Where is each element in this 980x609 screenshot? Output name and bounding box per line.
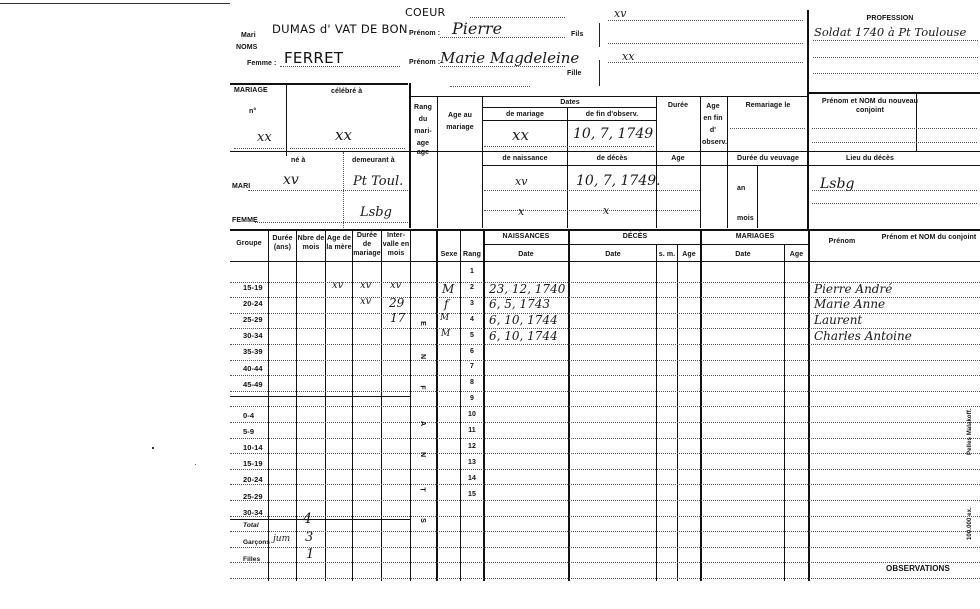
fille-label: Fille	[567, 70, 582, 77]
garcons-note: jum	[273, 534, 291, 544]
profession-line-1	[813, 40, 978, 41]
remariage-label: Remariage le	[745, 102, 791, 109]
prenom-child-2: Marie Anne	[814, 297, 886, 311]
duree-mariage-value-1: xv	[360, 280, 372, 291]
speck-2	[195, 464, 196, 465]
rank-number: 4	[470, 316, 474, 323]
h-deces-age: Age	[682, 251, 696, 258]
table-row	[230, 422, 980, 423]
sex-4: M	[441, 329, 451, 339]
group-label: 20-24	[243, 475, 263, 484]
sex-1: M	[442, 282, 455, 296]
printer-text: Pelles Malakoff.	[967, 408, 973, 455]
h-sexe: Sexe	[440, 251, 458, 258]
enfants-letter: N	[419, 353, 427, 360]
birth-date-4: 6, 10, 1744	[489, 329, 558, 343]
table-row	[230, 469, 980, 470]
group-separator	[230, 396, 410, 397]
children-top-rule	[230, 229, 980, 231]
fils-dotline-2	[608, 43, 803, 44]
total-label: Filles	[243, 556, 261, 563]
mois-label: mois	[737, 215, 754, 222]
fille-value: xx	[622, 50, 635, 63]
profession-line-2	[813, 57, 978, 58]
celebre-value: xx	[335, 126, 352, 144]
de-deces-label: de décès	[596, 155, 628, 162]
rank-number: 5	[470, 332, 474, 339]
coeur-label: COEUR	[405, 6, 446, 19]
rank-number: 8	[470, 379, 474, 386]
enfants-letter: T	[418, 487, 426, 492]
group-label: 35-39	[243, 347, 263, 356]
mari-lieu-deces-value: Lsbg	[820, 176, 855, 192]
children-header-bottom	[230, 261, 980, 262]
group-label: 30-34	[243, 331, 263, 340]
table-row	[230, 375, 980, 376]
age-mariage-label: Age au mariage	[446, 112, 474, 131]
h-prenom-conjoint: Prénom et NOM du conjoint	[881, 234, 977, 241]
table-row	[230, 547, 980, 548]
group-label: 5-9	[243, 427, 255, 436]
mariage-inner-divider	[286, 83, 287, 156]
scan-edge-line	[0, 3, 230, 4]
femme-name: FERRET	[284, 49, 344, 67]
intervalle-value-1: xv	[390, 280, 402, 291]
duree-veuvage-label: Durée du veuvage	[737, 155, 799, 162]
rank-number: 10	[468, 411, 476, 418]
h-age-mere: Age de la mère	[326, 235, 352, 251]
an-label: an	[737, 185, 746, 192]
h-sm: s. m.	[658, 251, 676, 258]
enfants-letter: S	[418, 518, 426, 523]
prenom-mari-label: Prénom :	[409, 30, 441, 37]
group-label: 45-49	[243, 380, 263, 389]
fils-label: Fils	[571, 31, 584, 38]
date-mariage-value: xx	[512, 126, 529, 144]
intervalle-value-3: 17	[390, 311, 406, 325]
h-intervalle: Inter-valle en mois	[382, 232, 410, 257]
group-label: 15-19	[243, 459, 263, 468]
table-row	[230, 500, 980, 501]
enfants-letter: A	[419, 420, 427, 427]
table-row	[230, 484, 980, 485]
rank-number: 12	[468, 443, 476, 450]
fille-dotline-1	[608, 62, 803, 63]
birth-date-1: 23, 12, 1740	[489, 282, 566, 296]
prenom-femme-dotline	[440, 66, 565, 67]
group-label: 0-4	[243, 411, 255, 420]
table-row	[230, 578, 980, 579]
rank-number: 1	[470, 268, 474, 275]
femme-naissance-value: x	[518, 205, 525, 218]
rank-number: 11	[468, 427, 476, 434]
duree-mariage-value-2: xv	[360, 296, 372, 307]
lieu-deces-dot-1	[812, 190, 977, 191]
rank-number: 9	[470, 395, 474, 402]
femme-dotline	[280, 66, 400, 67]
ne-a-label: né à	[291, 157, 306, 164]
fils-value: xv	[614, 7, 627, 20]
prenom-child-1: Pierre André	[814, 282, 893, 296]
dates-underline	[483, 107, 656, 108]
conjoint-dot-2	[812, 142, 977, 143]
prenom-femme-label: Prénom :	[409, 59, 441, 66]
speck-1	[152, 447, 154, 449]
mari-label: Mari	[241, 32, 256, 39]
nouveau-conjoint-label: Prénom et NOM du nouveau conjoint	[821, 98, 919, 114]
mari-naissance-value: xv	[515, 175, 528, 188]
fille-dotline-2	[450, 86, 530, 87]
mari-row-dotline	[248, 190, 408, 191]
remariage-col	[727, 96, 728, 228]
enfants-letter: N	[419, 451, 427, 458]
birth-date-3: 6, 10, 1744	[489, 313, 558, 327]
filles-value: 1	[306, 547, 315, 562]
femme-row-dotline	[255, 222, 408, 223]
veuvage-split	[757, 166, 758, 228]
sex-3: M	[440, 313, 450, 323]
total-value: 4	[303, 511, 312, 527]
h-prenom: Prénom	[828, 238, 856, 245]
h-mar-date: Date	[735, 251, 751, 258]
h-duree-mariage: Durée de mariage	[353, 232, 381, 257]
table-row	[230, 360, 980, 361]
age-col	[482, 96, 483, 228]
mariage-label: MARIAGE	[234, 87, 268, 94]
h-deces: DÉCÈS	[622, 233, 648, 240]
age-fin-col	[700, 96, 701, 228]
table-row	[230, 438, 980, 439]
group-label: 10-14	[243, 443, 263, 452]
profession-line-3	[813, 73, 978, 74]
mari-demeurant-value: Pt Toul.	[353, 174, 404, 189]
age-mere-value: xv	[332, 280, 344, 291]
rank-number: 2	[470, 284, 474, 291]
prenom-mari: Pierre	[452, 19, 503, 38]
group-label: 15-19	[243, 283, 263, 292]
upper-table-top	[410, 96, 808, 97]
celebre-dotline	[290, 148, 405, 149]
table-row	[230, 562, 980, 563]
group-label: 25-29	[243, 492, 263, 501]
h-mar-age: Age	[789, 251, 804, 258]
date-row1-dotline	[484, 146, 654, 147]
group-separator	[230, 519, 410, 520]
demeurant-label: demeurant à	[352, 157, 395, 164]
celebre-label: célébré à	[331, 88, 363, 95]
h-naiss-date: Date	[518, 251, 534, 258]
dec-row2-dotline	[484, 210, 700, 211]
no-label: n°	[249, 108, 257, 115]
noms-label: NOMS	[236, 44, 258, 51]
prenom-mari-dotline	[440, 37, 565, 38]
intervalle-value-2: 29	[389, 296, 405, 310]
total-label: Total	[243, 522, 259, 529]
de-naissance-label: de naissance	[502, 155, 548, 162]
group-label: 30-34	[243, 508, 263, 517]
rank-number: 14	[468, 475, 476, 482]
right-split	[916, 92, 917, 152]
group-label: 25-29	[243, 315, 263, 324]
fils-brace	[599, 23, 606, 47]
date-labels-underline	[483, 120, 656, 121]
rank-number: 15	[468, 491, 476, 498]
prenom-femme: Marie Magdeleine	[440, 49, 580, 67]
h-groupe: Groupe	[236, 240, 262, 247]
no-value: xx	[257, 130, 272, 145]
table-row	[230, 391, 980, 392]
h-naissances: NAISSANCES	[502, 233, 550, 240]
total-label: Garçons	[243, 539, 271, 546]
femme-label: Femme :	[247, 60, 277, 67]
fin-observ-label: de fin d'observ.	[585, 111, 639, 118]
sex-2: f	[444, 297, 449, 311]
observations-label: OBSERVATIONS	[886, 564, 950, 573]
femme-demeurant-value: Lsbg	[360, 205, 392, 220]
conjoint-dot-1	[812, 128, 977, 129]
fin-observ-value: 10, 7, 1749	[573, 126, 654, 142]
duree-col	[656, 96, 657, 228]
garcons-value: 3	[305, 530, 314, 545]
h-duree-ans: Durée (ans)	[272, 235, 293, 251]
remariage-dot-1	[730, 128, 805, 129]
femme-row-label: FEMME	[232, 217, 258, 224]
mari-deces-dotline	[484, 190, 700, 191]
rang-col	[437, 96, 438, 228]
right-top-rule	[808, 92, 980, 94]
lieu-deces-label: Lieu du décès	[846, 155, 894, 162]
lieu-deces-dot-2	[812, 203, 977, 204]
enfants-letter: F	[418, 385, 426, 390]
table-row	[230, 406, 980, 407]
femme-deces-value: x	[603, 204, 610, 217]
rang-age-label: age	[416, 149, 430, 156]
rang-label: Rang du mari-age	[414, 104, 432, 147]
h-rang: Rang	[463, 251, 481, 258]
age-fin-label: Age en fin d' observ.	[702, 103, 728, 146]
table-row	[230, 313, 980, 314]
mari-name: DUMAS d' VAT DE BON	[272, 22, 408, 36]
fille-brace	[599, 60, 606, 86]
h-mariages: MARIAGES	[735, 233, 775, 240]
profession-label: PROFESSION	[866, 15, 914, 22]
de-mariage-label: de mariage	[506, 111, 544, 118]
copies-text: 100.000 ex.	[967, 507, 973, 540]
fils-dotline-1	[608, 20, 803, 21]
coeur-dotline	[470, 17, 565, 18]
rank-number: 13	[468, 459, 476, 466]
enfants-letter: E	[418, 321, 426, 326]
sub-header-line	[484, 244, 808, 245]
table-row	[230, 344, 980, 345]
rank-number: 6	[470, 348, 474, 355]
prenom-child-4: Charles Antoine	[814, 329, 912, 343]
profession-divider	[807, 10, 809, 230]
no-dotline	[234, 148, 284, 149]
table-row	[230, 516, 980, 517]
mari-deces-value: 10, 7, 1749.	[576, 173, 661, 189]
group-label: 20-24	[243, 299, 263, 308]
dates-label: Dates	[560, 99, 580, 106]
rank-number: 7	[470, 363, 474, 370]
profession-value: Soldat 1740 à Pt Toulouse	[814, 25, 967, 39]
mari-ne-value: xv	[283, 172, 299, 188]
table-row	[230, 453, 980, 454]
table-row	[230, 531, 980, 532]
mari-row-label: MARI	[232, 183, 251, 190]
h-deces-date: Date	[605, 251, 621, 258]
birth-date-2: 6, 5, 1743	[489, 297, 551, 311]
duree-label: Durée	[667, 102, 689, 109]
h-nbre-mois: Nbre de mois	[297, 235, 325, 251]
group-label: 40-44	[243, 364, 263, 373]
rank-number: 3	[470, 300, 474, 307]
mid-rule-2	[483, 165, 980, 166]
mariage-top-rule	[230, 83, 408, 85]
prenom-child-3: Laurent	[814, 313, 863, 327]
age-label-2: Age	[671, 155, 685, 162]
